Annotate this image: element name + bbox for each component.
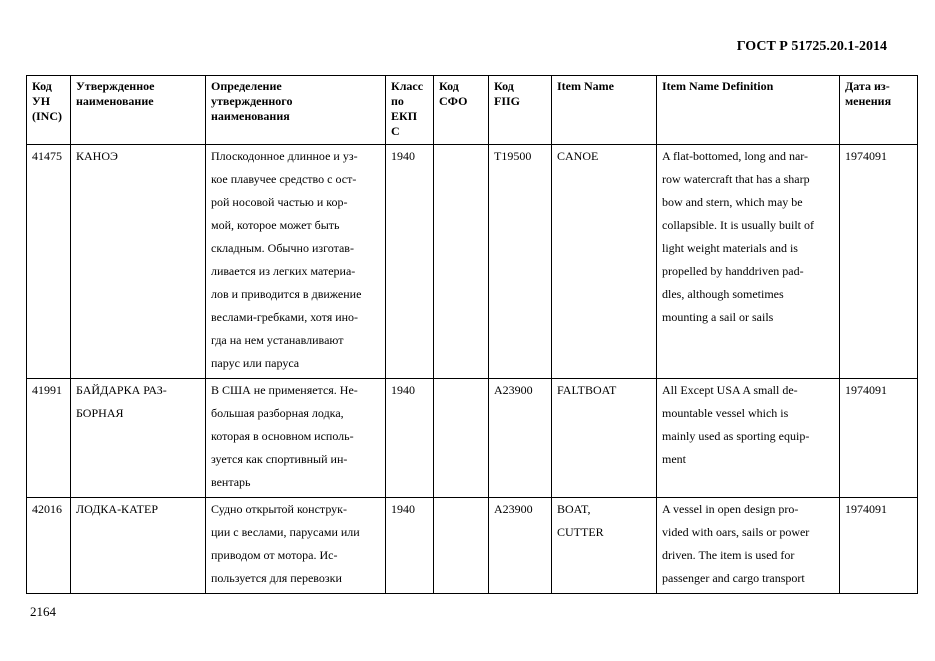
cell-definition: В США не применяется. Не- большая разборная лодка, которая в основном исполь- зуется как спортивный ин- вентарь [206,379,386,498]
cell-fiig: A23900 [489,379,552,498]
col-header-approved-name: Утвержденное наименование [71,76,206,145]
cell-fiig: A23900 [489,498,552,594]
cell-inc: 42016 [27,498,71,594]
catalog-table [26,75,918,594]
cell-inc: 41475 [27,145,71,379]
col-header-sfo: Код СФО [434,76,489,145]
table-row [27,498,918,594]
cell-approved-name: КАНОЭ [71,145,206,379]
cell-class: 1940 [386,498,434,594]
cell-sfo [434,145,489,379]
cell-fiig: T19500 [489,145,552,379]
cell-item-name: BOAT, CUTTER [552,498,657,594]
cell-sfo [434,498,489,594]
col-header-inc: Код УН (INC) [27,76,71,145]
table-header-row [27,76,918,145]
cell-definition: Судно открытой конструк- ции с веслами, парусами или приводом от мотора. Ис- пользуется для перевозки [206,498,386,594]
cell-item-definition: A flat-bottomed, long and nar- row watercraft that has a sharp bow and stern, which may be collapsible. It is usually built of light weight materials and is propelled by handdriven pad- dles, although sometimes mounting a sail or sails [657,145,840,379]
cell-approved-name: БАЙДАРКА РАЗ- БОРНАЯ [71,379,206,498]
col-header-date: Дата из- менения [840,76,918,145]
cell-item-name: CANOE [552,145,657,379]
document-header: ГОСТ Р 51725.20.1-2014 [736,39,887,54]
cell-date: 1974091 [840,498,918,594]
cell-item-definition: All Except USA A small de- mountable vessel which is mainly used as sporting equip- ment [657,379,840,498]
cell-date: 1974091 [840,379,918,498]
col-header-item-definition: Item Name Definition [657,76,840,145]
col-header-item-name: Item Name [552,76,657,145]
col-header-fiig: Код FIIG [489,76,552,145]
col-header-class: Класс по ЕКП С [386,76,434,145]
cell-class: 1940 [386,145,434,379]
cell-approved-name: ЛОДКА-КАТЕР [71,498,206,594]
table-row [27,379,918,498]
cell-date: 1974091 [840,145,918,379]
table-row [27,145,918,379]
cell-item-name: FALTBOAT [552,379,657,498]
cell-item-definition: A vessel in open design pro- vided with oars, sails or power driven. The item is used for passenger and cargo transport [657,498,840,594]
cell-class: 1940 [386,379,434,498]
cell-definition: Плоскодонное длинное и уз- кое плавучее средство с ост- рой носовой частью и кор- мой, которое может быть складным. Обычно изготав- ливается из легких материа- лов и приводится в движение веслами-гребками, хотя ино- гда на нем устанавливают парус или паруса [206,145,386,379]
cell-sfo [434,379,489,498]
page-number: 2164 [30,604,56,619]
cell-inc: 41991 [27,379,71,498]
col-header-definition: Определение утвержденного наименования [206,76,386,145]
